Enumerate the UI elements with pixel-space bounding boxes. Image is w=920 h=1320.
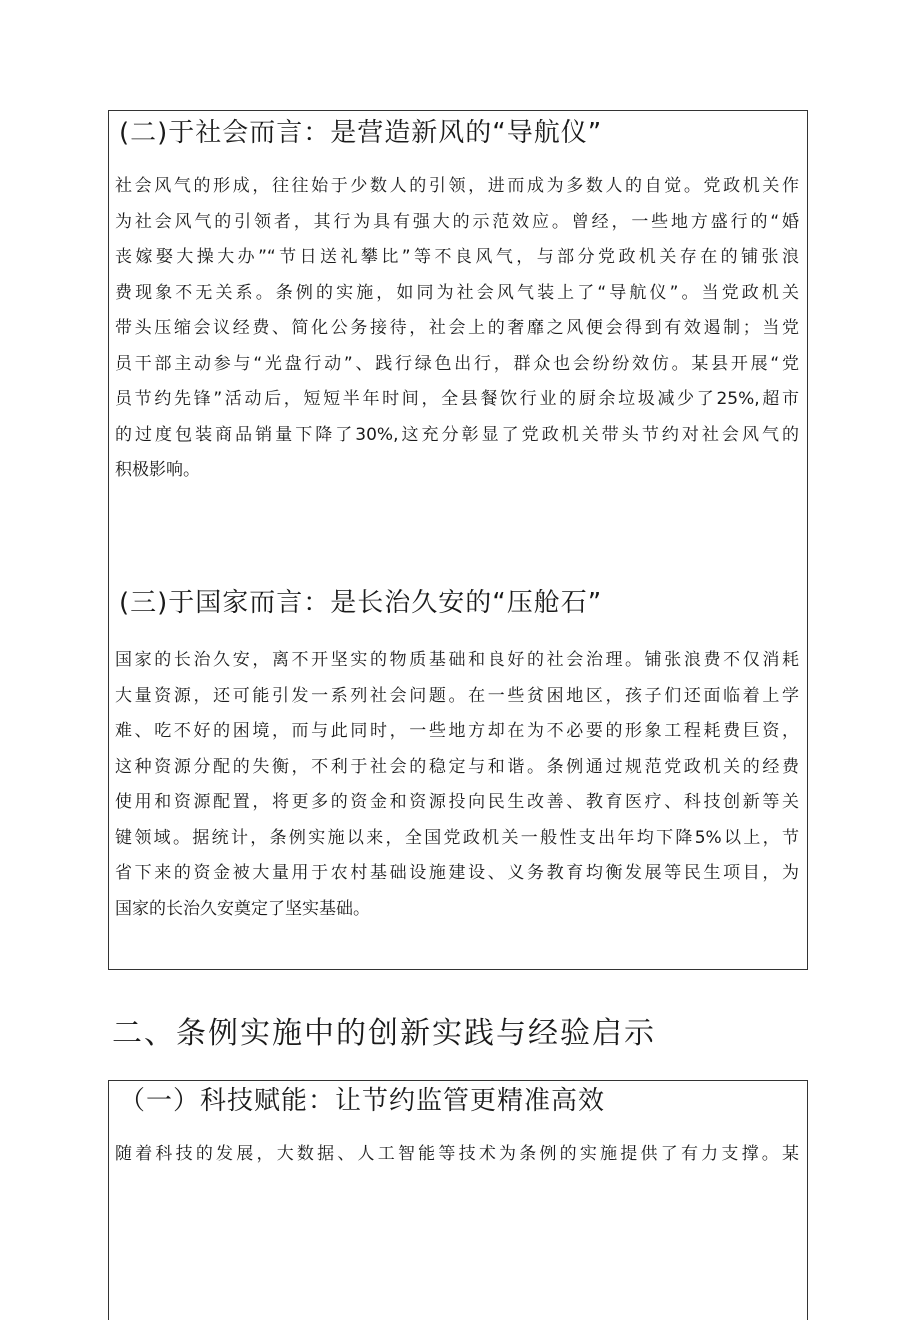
content-box-2 [108, 1080, 808, 1320]
paragraph-line: 的过度包装商品销量下降了30%,这充分彰显了党政机关带头节约对社会风气的 [115, 424, 799, 445]
paragraph-national-stability [115, 643, 799, 927]
paragraph-line: 带头压缩会议经费、简化公务接待，社会上的奢靡之风便会得到有效遏制；当党 [115, 318, 799, 338]
paragraph-line: 国家的长治久安奠定了坚实基础。 [115, 898, 370, 919]
paragraph-line: 省下来的资金被大量用于农村基础设施建设、义务教育均衡发展等民生项目，为 [115, 863, 799, 883]
paragraph-line: 大量资源，还可能引发一系列社会问题。在一些贫困地区，孩子们还面临着上学 [115, 685, 799, 706]
paragraph-line: 难、吃不好的困境，而与此同时，一些地方却在为不必要的形象工程耗费巨资， [115, 721, 799, 741]
subsection-heading-3: (三)于国家而言：是长治久安的“压舱石” [119, 588, 603, 618]
paragraph-line: 为社会风气的引领者，其行为具有强大的示范效应。曾经，一些地方盛行的“婚 [115, 211, 799, 232]
paragraph-line: 积极影响。 [115, 460, 200, 480]
paragraph-tech-empowerment [115, 1137, 799, 1173]
paragraph-line: 国家的长治久安，离不开坚实的物质基础和良好的社会治理。铺张浪费不仅消耗 [115, 650, 799, 670]
section-heading-part-2: 二、条例实施中的创新实践与经验启示 [112, 1016, 656, 1051]
paragraph-line: 键领域。据统计，条例实施以来，全国党政机关一般性支出年均下降5%以上，节 [115, 827, 799, 848]
paragraph-line: 员节约先锋”活动后，短短半年时间，全县餐饮行业的厨余垃圾减少了25%,超市 [115, 389, 799, 409]
paragraph-line: 使用和资源配置，将更多的资金和资源投向民生改善、教育医疗、科技创新等关 [115, 792, 799, 812]
paragraph-line: 社会风气的形成，往往始于少数人的引领，进而成为多数人的自觉。党政机关作 [115, 176, 799, 196]
content-box-1 [108, 110, 808, 970]
paragraph-line: 随着科技的发展，大数据、人工智能等技术为条例的实施提供了有力支撑。某 [115, 1144, 799, 1164]
paragraph-line: 员干部主动参与“光盘行动”、践行绿色出行，群众也会纷纷效仿。某县开展“党 [115, 353, 799, 374]
paragraph-line: 费现象不无关系。条例的实施，如同为社会风气装上了“导航仪”。当党政机关 [115, 282, 799, 303]
subsection-heading-2: (二)于社会而言：是营造新风的“导航仪” [119, 118, 603, 148]
paragraph-line: 这种资源分配的失衡，不利于社会的稳定与和谐。条例通过规范党政机关的经费 [115, 756, 799, 777]
paragraph-social-atmosphere [115, 169, 799, 489]
paragraph-line: 丧嫁娶大操大办”“节日送礼攀比”等不良风气，与部分党政机关存在的铺张浪 [115, 247, 799, 267]
subsection-heading-tech: （一）科技赋能：让节约监管更精准高效 [119, 1086, 606, 1116]
